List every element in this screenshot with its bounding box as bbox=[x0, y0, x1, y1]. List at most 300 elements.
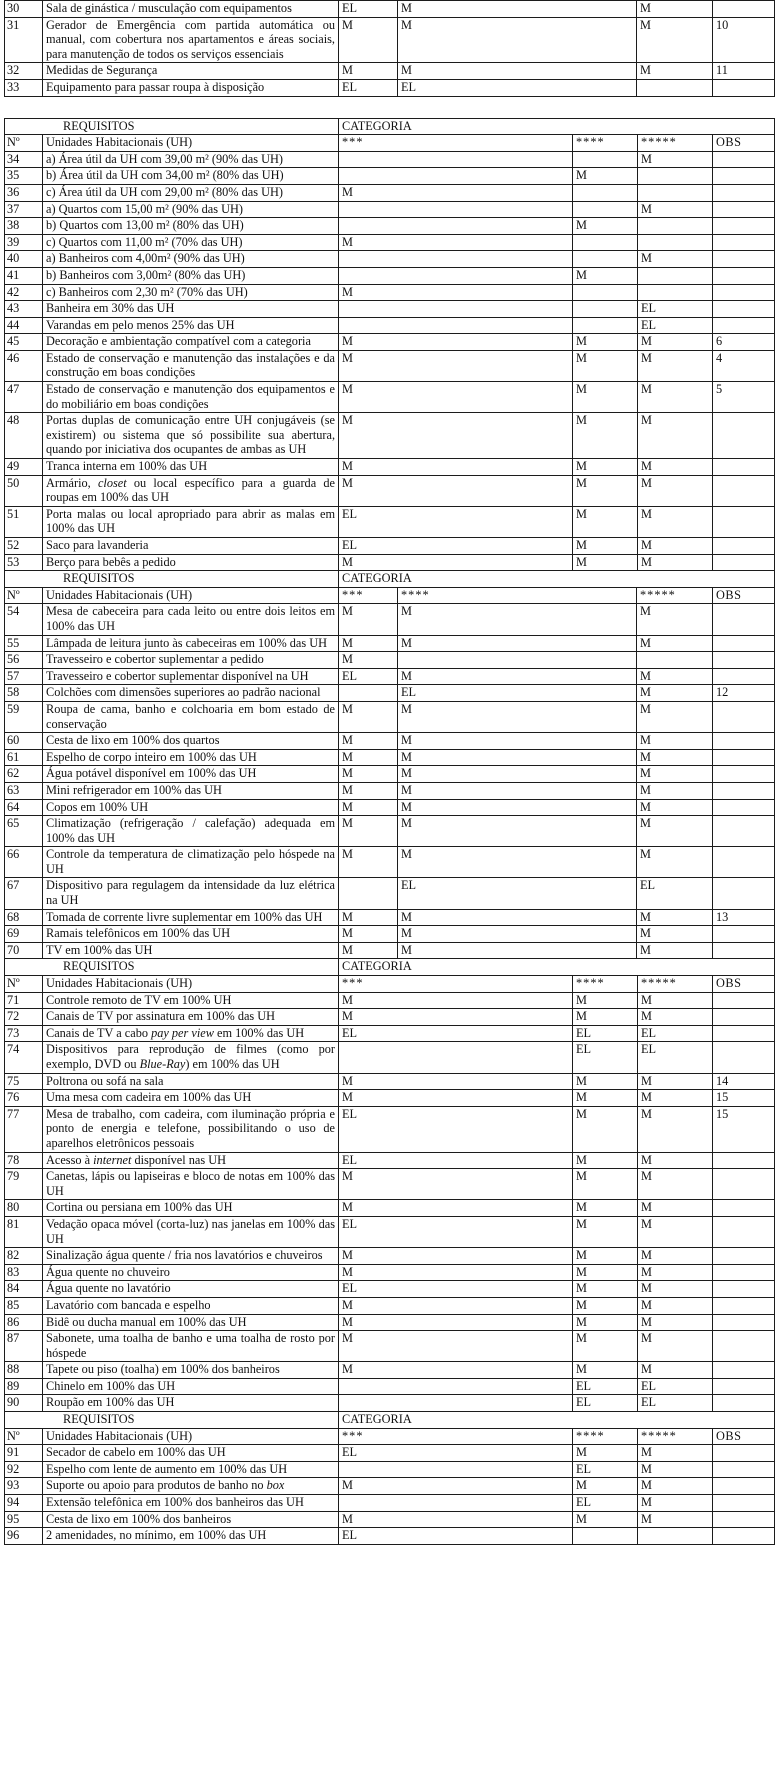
row-number-cell: 92 bbox=[5, 1461, 43, 1478]
row-number-cell: 74 bbox=[5, 1042, 43, 1073]
row-number-cell: 41 bbox=[5, 267, 43, 284]
table-row bbox=[5, 334, 775, 351]
cat-3stars-cell: M bbox=[339, 1009, 573, 1026]
requirement-cell: c) Área útil da UH com 29,00 m² (80% das UH) bbox=[43, 184, 339, 201]
requirement-cell: Saco para lavanderia bbox=[43, 538, 339, 555]
row-number-cell: 43 bbox=[5, 301, 43, 318]
obs-cell bbox=[713, 1478, 775, 1495]
obs-cell bbox=[713, 926, 775, 943]
cat-5stars-cell: M bbox=[637, 926, 713, 943]
row-number-cell: 90 bbox=[5, 1395, 43, 1412]
obs-cell bbox=[713, 1461, 775, 1478]
cat-5stars-cell: M bbox=[637, 604, 713, 635]
main-table-section-3 bbox=[4, 958, 775, 1412]
table-row bbox=[5, 1528, 775, 1545]
obs-cell: 14 bbox=[713, 1073, 775, 1090]
obs-cell bbox=[713, 413, 775, 459]
row-number-cell: 47 bbox=[5, 382, 43, 413]
cat-4stars-cell bbox=[573, 301, 638, 318]
obs-cell bbox=[713, 701, 775, 732]
cat-3stars-cell: M bbox=[339, 554, 573, 571]
row-number-cell: 59 bbox=[5, 701, 43, 732]
requirement-cell: Extensão telefônica em 100% dos banheiros das UH bbox=[43, 1495, 339, 1512]
cat-4stars-cell: M bbox=[573, 1511, 638, 1528]
cat-4stars-cell: M bbox=[398, 604, 637, 635]
cat-3stars-cell: M bbox=[339, 350, 573, 381]
num-header-cell: Nº bbox=[5, 587, 43, 604]
cat-4stars-cell: M bbox=[573, 413, 638, 459]
obs-cell bbox=[713, 151, 775, 168]
cat-5stars-cell: M bbox=[638, 1461, 713, 1478]
table-row bbox=[5, 1264, 775, 1281]
cat-4stars-cell: M bbox=[573, 1169, 638, 1200]
cat-3stars-cell: M bbox=[339, 652, 398, 669]
cat-4stars-cell: M bbox=[398, 733, 637, 750]
cat-5stars-cell: M bbox=[638, 1495, 713, 1512]
cat-5stars-cell: M bbox=[638, 538, 713, 555]
requirement-cell: Ramais telefônicos em 100% das UH bbox=[43, 926, 339, 943]
obs-cell bbox=[713, 284, 775, 301]
cat-5stars-cell: M bbox=[638, 506, 713, 537]
cat-4stars-cell: M bbox=[398, 816, 637, 847]
obs-cell: 15 bbox=[713, 1090, 775, 1107]
cat-4stars-cell: M bbox=[573, 267, 638, 284]
cat-4stars-cell: M bbox=[573, 1297, 638, 1314]
table-row bbox=[5, 1331, 775, 1362]
row-number-cell: 34 bbox=[5, 151, 43, 168]
cat-5stars-cell: M bbox=[638, 201, 713, 218]
requisitos-header-cell: REQUISITOS bbox=[5, 118, 339, 135]
table-row bbox=[5, 909, 775, 926]
row-number-cell: 62 bbox=[5, 766, 43, 783]
obs-cell bbox=[713, 604, 775, 635]
cat-3stars-cell: EL bbox=[339, 79, 398, 96]
obs-cell bbox=[713, 766, 775, 783]
table-row bbox=[5, 184, 775, 201]
obs-cell bbox=[713, 1378, 775, 1395]
table-row bbox=[5, 926, 775, 943]
requirement-cell: Decoração e ambientação compatível com a categoria bbox=[43, 334, 339, 351]
row-number-cell: 38 bbox=[5, 218, 43, 235]
row-number-cell: 46 bbox=[5, 350, 43, 381]
table-row bbox=[5, 350, 775, 381]
requirement-cell: Secador de cabelo em 100% das UH bbox=[43, 1445, 339, 1462]
section-header-row bbox=[5, 959, 775, 976]
cat-4stars-cell: M bbox=[398, 749, 637, 766]
cat-5stars-cell: M bbox=[637, 17, 713, 63]
cat-5stars-cell: M bbox=[637, 668, 713, 685]
obs-cell bbox=[713, 1248, 775, 1265]
requirement-cell: Vedação opaca móvel (corta-luz) nas janelas em 100% das UH bbox=[43, 1216, 339, 1247]
row-number-cell: 58 bbox=[5, 685, 43, 702]
cat-3stars-cell: M bbox=[339, 766, 398, 783]
table-row bbox=[5, 652, 775, 669]
stars-5-header-cell: ***** bbox=[638, 976, 713, 993]
cat-3stars-cell: EL bbox=[339, 668, 398, 685]
cat-5stars-cell: M bbox=[638, 992, 713, 1009]
cat-5stars-cell: M bbox=[638, 350, 713, 381]
requirement-cell: Controle da temperatura de climatização pelo hóspede na UH bbox=[43, 847, 339, 878]
cat-3stars-cell: EL bbox=[339, 1445, 573, 1462]
cat-5stars-cell: M bbox=[638, 1152, 713, 1169]
requirement-cell: Estado de conservação e manutenção dos equipamentos e do mobiliário em boas condições bbox=[43, 382, 339, 413]
table-row bbox=[5, 317, 775, 334]
obs-cell: 4 bbox=[713, 350, 775, 381]
cat-3stars-cell: EL bbox=[339, 1, 398, 18]
cat-3stars-cell: M bbox=[339, 635, 398, 652]
obs-cell bbox=[713, 1200, 775, 1217]
table-row bbox=[5, 459, 775, 476]
cat-5stars-cell bbox=[637, 652, 713, 669]
uh-header-cell: Unidades Habitacionais (UH) bbox=[43, 1428, 339, 1445]
obs-cell bbox=[713, 459, 775, 476]
stars-4-header-cell: **** bbox=[398, 587, 637, 604]
cat-4stars-cell: M bbox=[573, 506, 638, 537]
row-number-cell: 73 bbox=[5, 1025, 43, 1042]
cat-4stars-cell: M bbox=[573, 475, 638, 506]
requirement-cell: Varandas em pelo menos 25% das UH bbox=[43, 317, 339, 334]
cat-3stars-cell: EL bbox=[339, 1152, 573, 1169]
row-number-cell: 57 bbox=[5, 668, 43, 685]
table-row bbox=[5, 168, 775, 185]
row-number-cell: 64 bbox=[5, 799, 43, 816]
cat-5stars-cell: M bbox=[638, 382, 713, 413]
cat-5stars-cell: M bbox=[638, 1362, 713, 1379]
table-row bbox=[5, 1200, 775, 1217]
cat-5stars-cell: M bbox=[637, 63, 713, 80]
table-row bbox=[5, 1, 775, 18]
cat-3stars-cell bbox=[339, 1495, 573, 1512]
obs-cell bbox=[713, 668, 775, 685]
row-number-cell: 93 bbox=[5, 1478, 43, 1495]
requirement-cell: Água potável disponível em 100% das UH bbox=[43, 766, 339, 783]
main-table-section-4 bbox=[4, 1411, 775, 1545]
cat-3stars-cell: M bbox=[339, 1511, 573, 1528]
main-table-section-2 bbox=[4, 570, 775, 959]
cat-5stars-cell: M bbox=[637, 799, 713, 816]
stars-5-header-cell: ***** bbox=[637, 587, 713, 604]
table-row bbox=[5, 1478, 775, 1495]
obs-cell bbox=[713, 475, 775, 506]
cat-4stars-cell: M bbox=[573, 218, 638, 235]
obs-cell bbox=[713, 317, 775, 334]
cat-4stars-cell: M bbox=[398, 766, 637, 783]
table-row bbox=[5, 816, 775, 847]
cat-3stars-cell: M bbox=[339, 992, 573, 1009]
cat-4stars-cell: M bbox=[573, 992, 638, 1009]
cat-4stars-cell: M bbox=[398, 635, 637, 652]
cat-3stars-cell: M bbox=[339, 1331, 573, 1362]
cat-3stars-cell: M bbox=[339, 749, 398, 766]
cat-3stars-cell: M bbox=[339, 475, 573, 506]
row-number-cell: 88 bbox=[5, 1362, 43, 1379]
cat-4stars-cell: EL bbox=[573, 1395, 638, 1412]
cat-3stars-cell: M bbox=[339, 942, 398, 959]
cat-3stars-cell: EL bbox=[339, 1216, 573, 1247]
uh-header-cell: Unidades Habitacionais (UH) bbox=[43, 587, 339, 604]
requirement-cell: Uma mesa com cadeira em 100% das UH bbox=[43, 1090, 339, 1107]
stars-3-header-cell: *** bbox=[339, 976, 573, 993]
obs-cell bbox=[713, 301, 775, 318]
cat-4stars-cell: M bbox=[573, 334, 638, 351]
cat-3stars-cell: EL bbox=[339, 538, 573, 555]
table-row bbox=[5, 1009, 775, 1026]
row-number-cell: 44 bbox=[5, 317, 43, 334]
table-row bbox=[5, 878, 775, 909]
cat-5stars-cell: M bbox=[638, 1478, 713, 1495]
cat-5stars-cell: M bbox=[638, 1106, 713, 1152]
table-row bbox=[5, 1042, 775, 1073]
cat-4stars-cell: EL bbox=[573, 1025, 638, 1042]
cat-5stars-cell bbox=[638, 267, 713, 284]
requirement-cell: Dispositivos para reprodução de filmes (como por exemplo, DVD ou Blue-Ray) em 100% das UH bbox=[43, 1042, 339, 1073]
table-row bbox=[5, 1248, 775, 1265]
fragment-table bbox=[4, 0, 775, 97]
cat-4stars-cell: M bbox=[573, 382, 638, 413]
obs-cell bbox=[713, 1264, 775, 1281]
table-row bbox=[5, 1495, 775, 1512]
cat-3stars-cell: M bbox=[339, 459, 573, 476]
cat-3stars-cell: M bbox=[339, 413, 573, 459]
table-body bbox=[5, 571, 775, 959]
cat-5stars-cell: M bbox=[637, 733, 713, 750]
row-number-cell: 81 bbox=[5, 1216, 43, 1247]
obs-header-cell: OBS bbox=[713, 976, 775, 993]
stars-5-header-cell: ***** bbox=[638, 135, 713, 152]
table-row bbox=[5, 554, 775, 571]
cat-5stars-cell: M bbox=[637, 701, 713, 732]
cat-3stars-cell: M bbox=[339, 63, 398, 80]
cat-5stars-cell bbox=[638, 284, 713, 301]
obs-cell: 11 bbox=[713, 63, 775, 80]
requirement-cell: Água quente no chuveiro bbox=[43, 1264, 339, 1281]
cat-3stars-cell bbox=[339, 218, 573, 235]
cat-3stars-cell: M bbox=[339, 847, 398, 878]
row-number-cell: 32 bbox=[5, 63, 43, 80]
uh-header-cell: Unidades Habitacionais (UH) bbox=[43, 135, 339, 152]
cat-5stars-cell: M bbox=[638, 554, 713, 571]
table-row bbox=[5, 151, 775, 168]
requirement-cell: Bidê ou ducha manual em 100% das UH bbox=[43, 1314, 339, 1331]
requirement-cell: Porta malas ou local apropriado para abrir as malas em 100% das UH bbox=[43, 506, 339, 537]
cat-3stars-cell bbox=[339, 1461, 573, 1478]
table-body bbox=[5, 1, 775, 97]
row-number-cell: 45 bbox=[5, 334, 43, 351]
cat-4stars-cell: M bbox=[573, 168, 638, 185]
stars-4-header-cell: **** bbox=[573, 1428, 638, 1445]
cat-5stars-cell bbox=[638, 168, 713, 185]
table-row bbox=[5, 1106, 775, 1152]
row-number-cell: 80 bbox=[5, 1200, 43, 1217]
cat-4stars-cell: M bbox=[398, 926, 637, 943]
cat-3stars-cell: M bbox=[339, 1264, 573, 1281]
requirements-table-main bbox=[0, 118, 778, 1545]
cat-5stars-cell: M bbox=[637, 909, 713, 926]
cat-3stars-cell: M bbox=[339, 816, 398, 847]
row-number-cell: 60 bbox=[5, 733, 43, 750]
cat-5stars-cell: M bbox=[637, 635, 713, 652]
cat-5stars-cell: EL bbox=[638, 301, 713, 318]
row-number-cell: 65 bbox=[5, 816, 43, 847]
table-row bbox=[5, 267, 775, 284]
cat-4stars-cell: M bbox=[573, 1264, 638, 1281]
cat-3stars-cell: EL bbox=[339, 1106, 573, 1152]
row-number-cell: 86 bbox=[5, 1314, 43, 1331]
row-number-cell: 40 bbox=[5, 251, 43, 268]
table-row bbox=[5, 301, 775, 318]
section-header-row bbox=[5, 1412, 775, 1429]
requirement-cell: Copos em 100% UH bbox=[43, 799, 339, 816]
row-number-cell: 70 bbox=[5, 942, 43, 959]
table-row bbox=[5, 766, 775, 783]
requirement-cell: Mesa de cabeceira para cada leito ou entre dois leitos em 100% das UH bbox=[43, 604, 339, 635]
requirement-cell: Tranca interna em 100% das UH bbox=[43, 459, 339, 476]
cat-4stars-cell: EL bbox=[573, 1461, 638, 1478]
row-number-cell: 42 bbox=[5, 284, 43, 301]
cat-3stars-cell bbox=[339, 301, 573, 318]
table-row bbox=[5, 382, 775, 413]
row-number-cell: 94 bbox=[5, 1495, 43, 1512]
table-row bbox=[5, 1090, 775, 1107]
row-number-cell: 63 bbox=[5, 782, 43, 799]
obs-cell bbox=[713, 184, 775, 201]
cat-5stars-cell: M bbox=[638, 1073, 713, 1090]
cat-4stars-cell: M bbox=[573, 538, 638, 555]
cat-5stars-cell: M bbox=[638, 475, 713, 506]
cat-4stars-cell: M bbox=[398, 847, 637, 878]
table-row bbox=[5, 685, 775, 702]
obs-cell bbox=[713, 168, 775, 185]
row-number-cell: 30 bbox=[5, 1, 43, 18]
cat-4stars-cell: M bbox=[573, 1152, 638, 1169]
obs-cell bbox=[713, 1152, 775, 1169]
table-row bbox=[5, 604, 775, 635]
cat-4stars-cell: M bbox=[573, 1281, 638, 1298]
table-row bbox=[5, 782, 775, 799]
requirement-cell: Travesseiro e cobertor suplementar disponível na UH bbox=[43, 668, 339, 685]
table-row bbox=[5, 1314, 775, 1331]
table-row bbox=[5, 1395, 775, 1412]
cat-4stars-cell bbox=[573, 234, 638, 251]
cat-5stars-cell: M bbox=[638, 1248, 713, 1265]
cat-5stars-cell: EL bbox=[638, 1025, 713, 1042]
cat-4stars-cell: M bbox=[398, 942, 637, 959]
cat-5stars-cell: M bbox=[638, 1445, 713, 1462]
cat-3stars-cell: M bbox=[339, 604, 398, 635]
obs-cell bbox=[713, 1009, 775, 1026]
requirement-cell: Lâmpada de leitura junto às cabeceiras em 100% das UH bbox=[43, 635, 339, 652]
requirement-cell: Tapete ou piso (toalha) em 100% dos banheiros bbox=[43, 1362, 339, 1379]
requirement-cell: Cortina ou persiana em 100% das UH bbox=[43, 1200, 339, 1217]
cat-5stars-cell: EL bbox=[637, 878, 713, 909]
cat-5stars-cell: M bbox=[638, 1314, 713, 1331]
row-number-cell: 69 bbox=[5, 926, 43, 943]
cat-5stars-cell: M bbox=[637, 766, 713, 783]
obs-cell bbox=[713, 506, 775, 537]
obs-cell bbox=[713, 1042, 775, 1073]
row-number-cell: 66 bbox=[5, 847, 43, 878]
cat-3stars-cell: M bbox=[339, 1314, 573, 1331]
table-gap bbox=[0, 97, 778, 118]
cat-3stars-cell bbox=[339, 1378, 573, 1395]
row-number-cell: 51 bbox=[5, 506, 43, 537]
column-header-row bbox=[5, 976, 775, 993]
cat-5stars-cell: EL bbox=[638, 1395, 713, 1412]
requirement-cell: Suporte ou apoio para produtos de banho no box bbox=[43, 1478, 339, 1495]
table-row bbox=[5, 201, 775, 218]
requirement-cell: Canais de TV por assinatura em 100% das UH bbox=[43, 1009, 339, 1026]
cat-5stars-cell: M bbox=[637, 749, 713, 766]
requirement-cell: Lavatório com bancada e espelho bbox=[43, 1297, 339, 1314]
categoria-header-cell: CATEGORIA bbox=[339, 118, 775, 135]
italic-term: closet bbox=[97, 475, 127, 490]
cat-4stars-cell: M bbox=[398, 909, 637, 926]
italic-term: internet bbox=[93, 1152, 132, 1167]
row-number-cell: 78 bbox=[5, 1152, 43, 1169]
requirement-cell: b) Quartos com 13,00 m² (80% das UH) bbox=[43, 218, 339, 235]
cat-3stars-cell bbox=[339, 267, 573, 284]
cat-5stars-cell: M bbox=[637, 942, 713, 959]
cat-3stars-cell: M bbox=[339, 1200, 573, 1217]
obs-cell bbox=[713, 847, 775, 878]
cat-5stars-cell: M bbox=[638, 251, 713, 268]
obs-cell bbox=[713, 218, 775, 235]
requirement-cell: a) Área útil da UH com 39,00 m² (90% das UH) bbox=[43, 151, 339, 168]
cat-3stars-cell: M bbox=[339, 701, 398, 732]
requisitos-header-cell: REQUISITOS bbox=[5, 959, 339, 976]
obs-cell bbox=[713, 201, 775, 218]
obs-header-cell: OBS bbox=[713, 587, 775, 604]
requirement-cell: Acesso à internet disponível nas UH bbox=[43, 1152, 339, 1169]
row-number-cell: 33 bbox=[5, 79, 43, 96]
table-row bbox=[5, 234, 775, 251]
section-header-row bbox=[5, 571, 775, 588]
obs-cell bbox=[713, 79, 775, 96]
cat-5stars-cell: M bbox=[638, 459, 713, 476]
cat-3stars-cell: M bbox=[339, 382, 573, 413]
cat-5stars-cell bbox=[637, 79, 713, 96]
cat-3stars-cell: M bbox=[339, 1248, 573, 1265]
requirement-cell: b) Banheiros com 3,00m² (80% das UH) bbox=[43, 267, 339, 284]
cat-3stars-cell: EL bbox=[339, 1528, 573, 1545]
table-row bbox=[5, 218, 775, 235]
cat-4stars-cell: EL bbox=[573, 1378, 638, 1395]
obs-cell bbox=[713, 538, 775, 555]
row-number-cell: 77 bbox=[5, 1106, 43, 1152]
row-number-cell: 68 bbox=[5, 909, 43, 926]
cat-3stars-cell: M bbox=[339, 1073, 573, 1090]
cat-4stars-cell: M bbox=[573, 1073, 638, 1090]
cat-4stars-cell: M bbox=[398, 17, 637, 63]
obs-cell bbox=[713, 1395, 775, 1412]
cat-3stars-cell: M bbox=[339, 799, 398, 816]
table-body bbox=[5, 959, 775, 1412]
table-row bbox=[5, 506, 775, 537]
requirement-cell: Gerador de Emergência com partida automática ou manual, com cobertura nos apartamentos e áreas sociais, para manutenção de todos os serviços essenciais bbox=[43, 17, 339, 63]
table-row bbox=[5, 847, 775, 878]
cat-5stars-cell bbox=[638, 1528, 713, 1545]
cat-4stars-cell: M bbox=[573, 1216, 638, 1247]
requirement-cell: c) Quartos com 11,00 m² (70% das UH) bbox=[43, 234, 339, 251]
table-row bbox=[5, 1216, 775, 1247]
cat-4stars-cell: M bbox=[573, 1362, 638, 1379]
row-number-cell: 48 bbox=[5, 413, 43, 459]
requirement-cell: Medidas de Segurança bbox=[43, 63, 339, 80]
cat-5stars-cell: M bbox=[637, 847, 713, 878]
cat-5stars-cell: M bbox=[638, 151, 713, 168]
table-row bbox=[5, 1169, 775, 1200]
table-row bbox=[5, 701, 775, 732]
